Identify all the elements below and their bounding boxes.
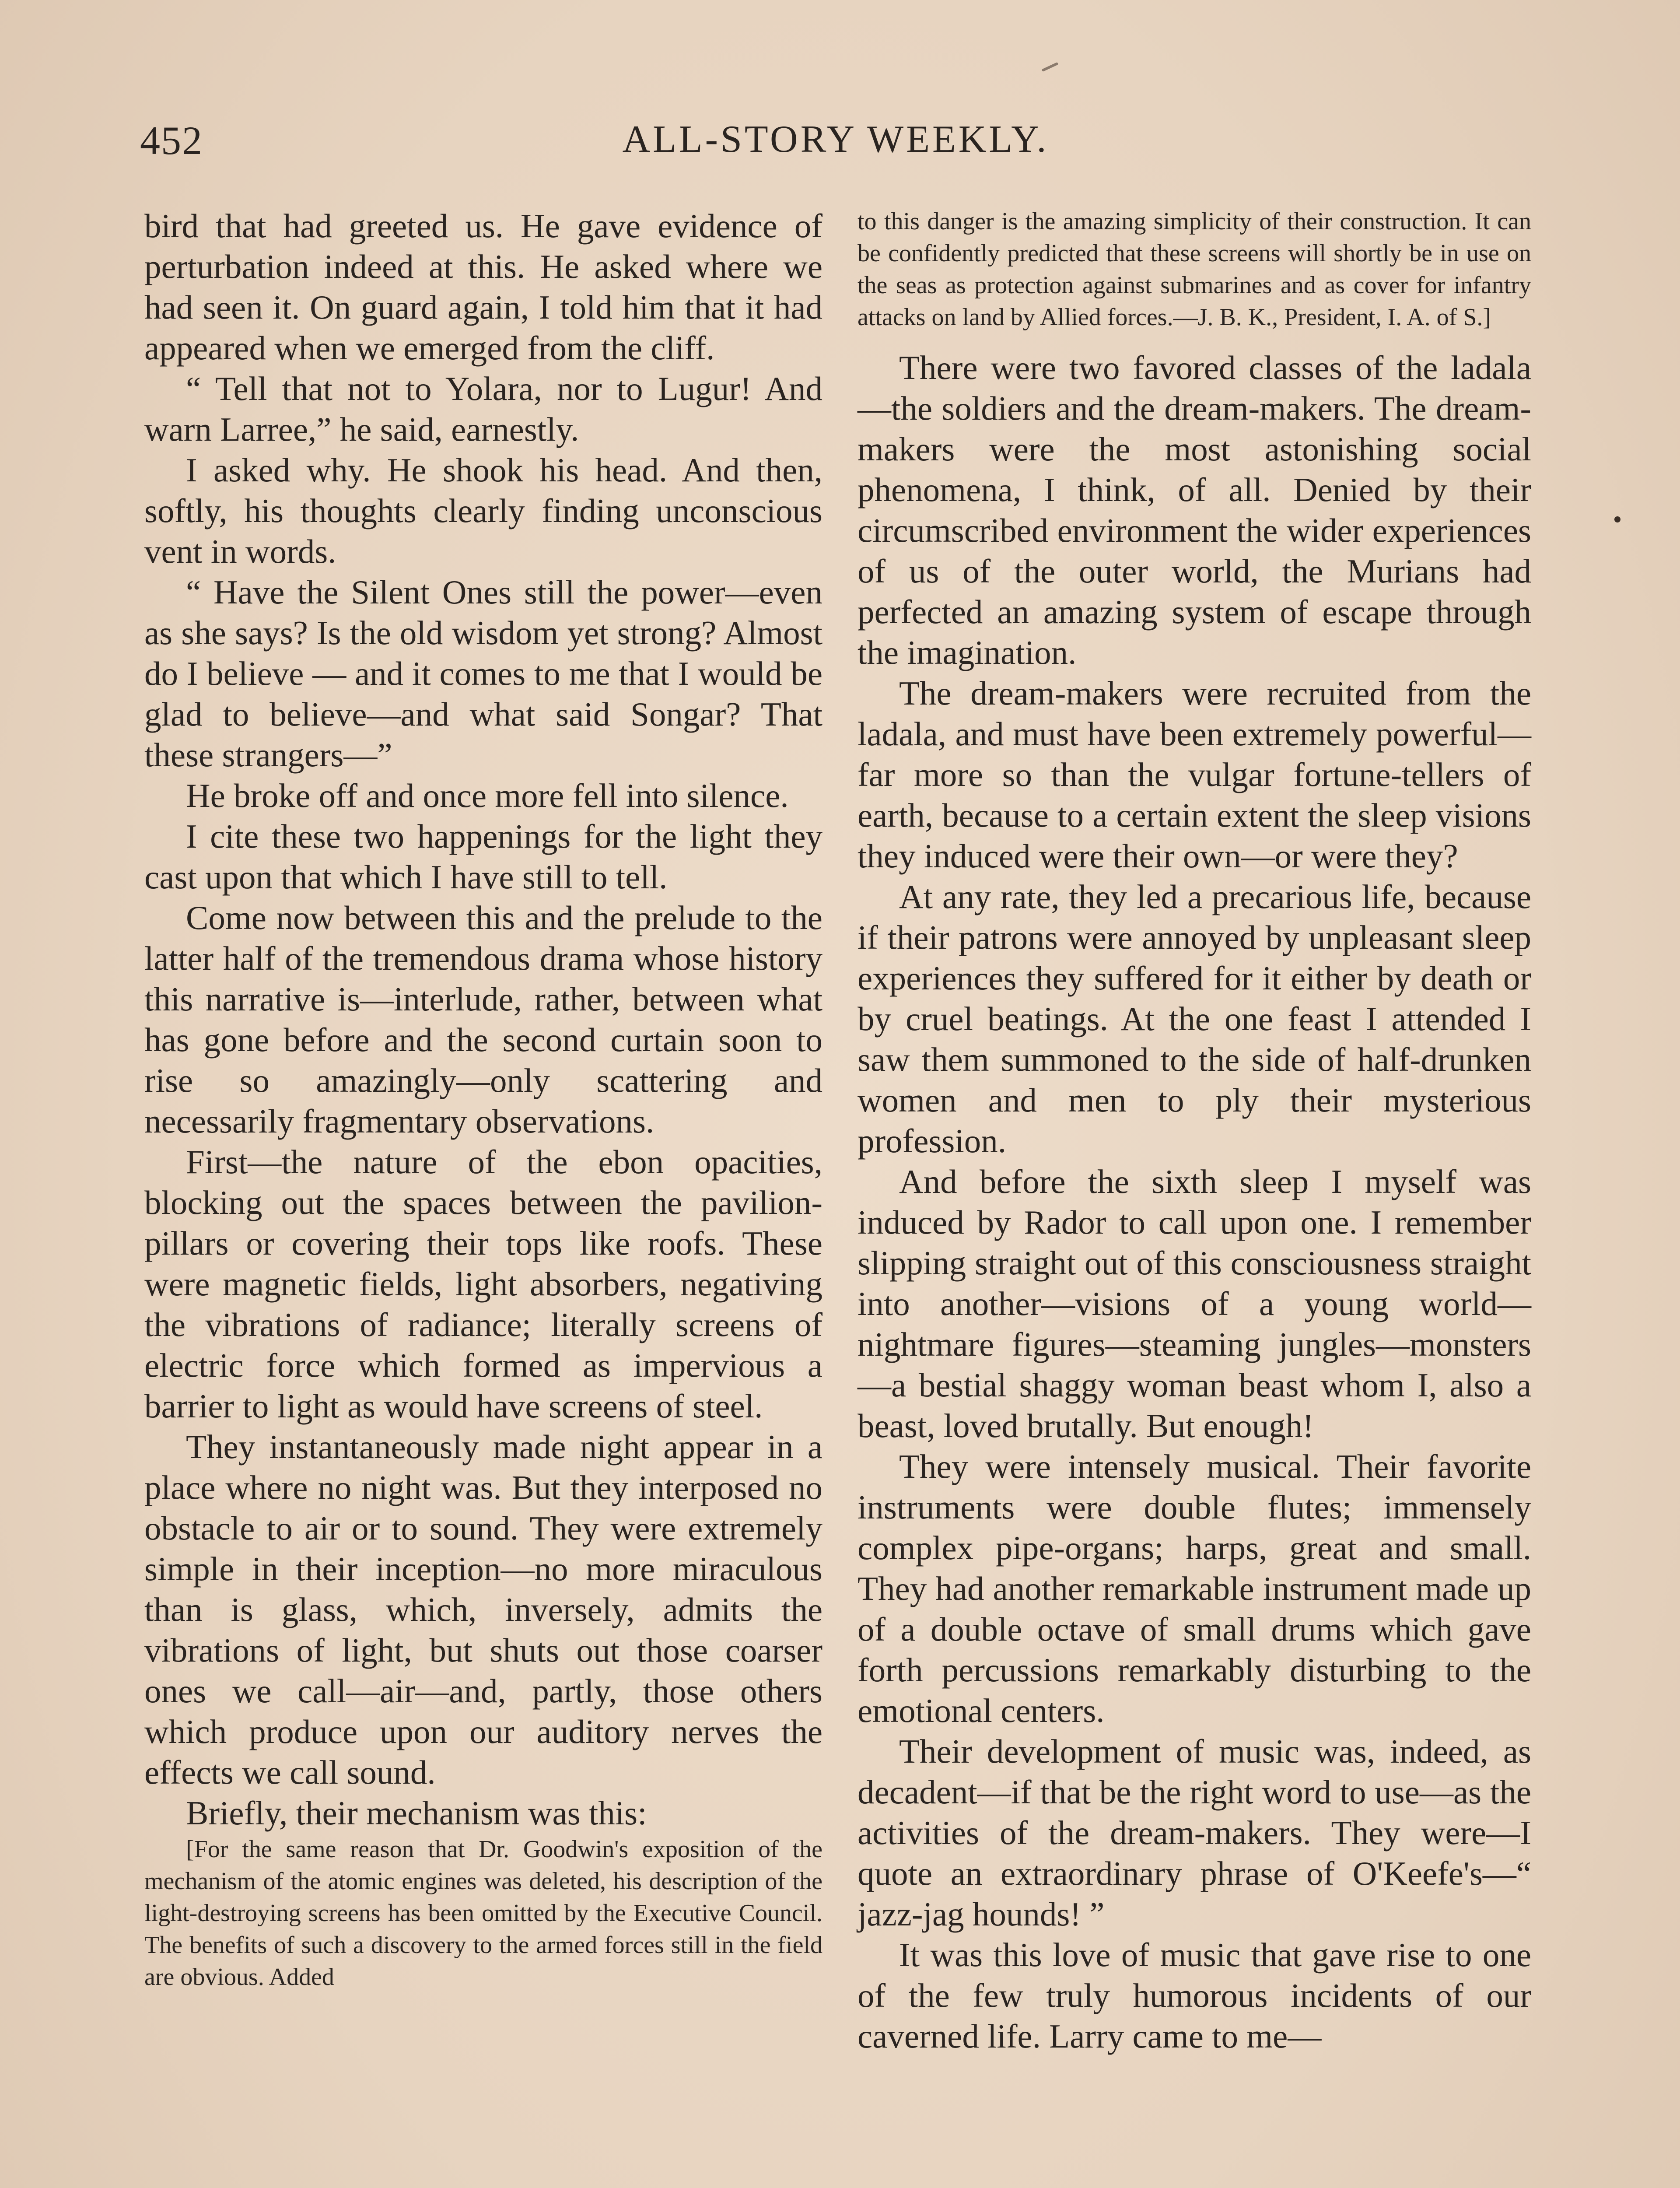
- paragraph: Briefly, their mechanism was this:: [186, 1794, 647, 1832]
- paragraph: It was this love of music that gave rise to one of the few truly humorous incidents of our caverned life. Larry came to me—: [858, 1936, 1531, 2055]
- paragraph: I cite these two happenings for the light they cast upon that which I have still to tell.: [144, 817, 822, 896]
- editorial-footnote: [For the same reason that Dr. Goodwin's exposition of the mechanism of the atomic engines was deleted, his description of the light-destroying screens has been omitted by the Executive Council. The benefits of such a discovery to the armed forces still in the field are obvious. Added: [144, 1836, 822, 1991]
- page-header: [140, 117, 1531, 183]
- paragraph: “ Tell that not to Yolara, nor to Lugur! And warn Larree,” he said, earnestly.: [144, 370, 822, 448]
- paragraph: First—the nature of the ebon opacities, blocking out the spaces between the pavilion-pillars or covering their tops like roofs. These were magnetic fields, light absorbers, negativing the vibrations of radiance; literally screens of electric force which formed as impervious a barrier to light as would have screens of steel.: [144, 1143, 822, 1425]
- paragraph: “ Have the Silent Ones still the power—even as she says? Is the old wisdom yet strong? Almost do I believe — and it comes to me that I would be glad to believe—and what said Songar? That these strangers—”: [144, 573, 822, 774]
- paragraph: They were intensely musical. Their favorite instruments were double flutes; immensely complex pipe-organs; harps, great and small. They had another remarkable instrument made up of a double octave of small drums which gave forth percussions remarkably disturbing to the emotional centers.: [858, 1448, 1531, 1729]
- paragraph: Come now between this and the prelude to the latter half of the tremendous drama whose history this narrative is—interlude, rather, between what has gone before and the second curtain soon to rise so amazingly—only scattering and necessarily fragmentary observations.: [144, 899, 822, 1140]
- editorial-footnote-continued: to this danger is the amazing simplicity of their construction. It can be confidently predicted that these screens will shortly be in use on the seas as protection against submarines and as cover for infantry attacks on land by Allied forces.—J. B. K., President, I. A. of S.]: [858, 208, 1531, 331]
- paragraph: And before the sixth sleep I myself was induced by Rador to call upon one. I remember slipping straight out of this consciousness straight into another—visions of a young world—nightmare figures—steaming jungles—monsters—a bestial shaggy woman beast whom I, also a beast, loved brutally. But enough!: [858, 1163, 1531, 1445]
- right-column: [858, 206, 1531, 2057]
- paragraph: bird that had greeted us. He gave evidence of perturbation indeed at this. He asked where we had seen it. On guard again, I told him that it had appeared when we emerged from the cliff.: [144, 207, 822, 367]
- paragraph: I asked why. He shook his head. And then, softly, his thoughts clearly finding unconscious vent in words.: [144, 451, 822, 570]
- paragraph: At any rate, they led a precarious life, because if their patrons were annoyed by unpleasant sleep experiences they suffered for it either by death or by cruel beatings. At the one feast I attended I saw them summoned to the side of half-drunken women and men to ply their mysterious profession.: [858, 878, 1531, 1160]
- paragraph: Their development of music was, indeed, as decadent—if that be the right word to use—as the activities of the dream-makers. They were—I quote an extraordinary phrase of O'Keefe's—“ jazz-jag hounds! ”: [858, 1732, 1531, 1933]
- left-column: [144, 206, 822, 1993]
- paragraph: They instantaneously made night appear in a place where no night was. But they interposed no obstacle to air or to sound. They were extremely simple in their inception—no more miraculous than is glass, which, inversely, admits the vibrations of light, but shuts out those coarser ones we call—air—and, partly, those others which produce upon our auditory nerves the effects we call sound.: [144, 1428, 822, 1791]
- running-head: ALL-STORY WEEKLY.: [622, 118, 1049, 161]
- paper-mark: [1042, 62, 1059, 72]
- paper-speck: [1614, 516, 1620, 522]
- paragraph: There were two favored classes of the ladala—the soldiers and the dream-makers. The dream-makers were the most astonishing social phenomena, I think, of all. Denied by their circumscribed environment the wider experiences of us of the outer world, the Murians had perfected an amazing system of escape through the imagination.: [858, 349, 1531, 671]
- page-number: 452: [140, 118, 203, 163]
- paragraph: The dream-makers were recruited from the ladala, and must have been extremely powerful—far more so than the vulgar fortune-tellers of earth, because to a certain extent the sleep visions they induced were their own—or were they?: [858, 674, 1531, 875]
- paragraph: He broke off and once more fell into silence.: [186, 777, 789, 814]
